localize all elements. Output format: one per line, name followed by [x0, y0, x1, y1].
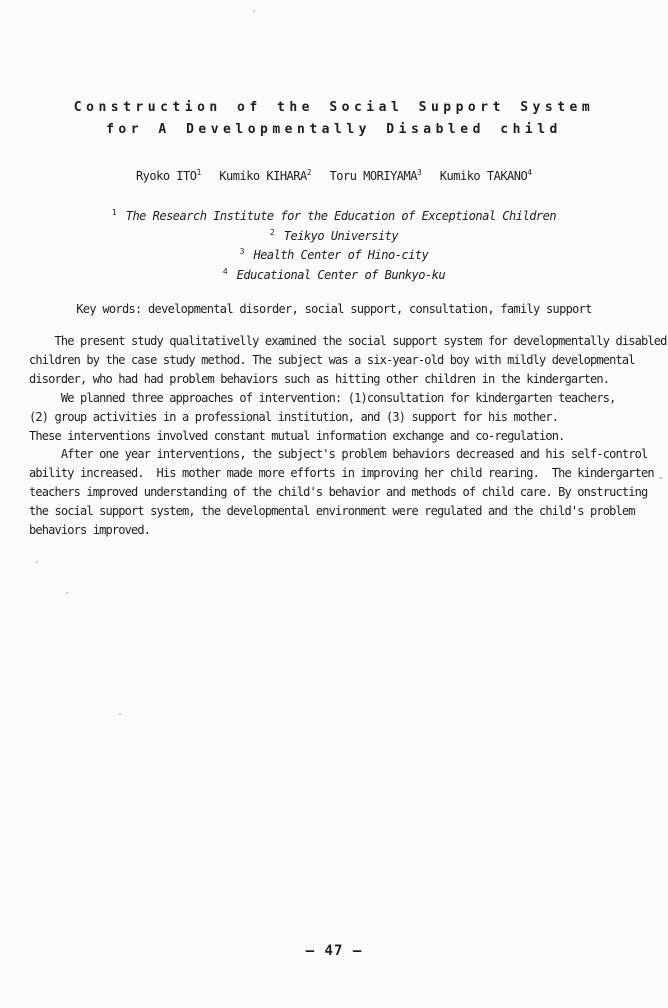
affiliation [0, 207, 668, 227]
abstract-line: the social support system, the developmental environment were regulated and the child's problem [29, 504, 635, 519]
abstract-line: children by the case study method. The subject was a six-year-old boy with mildly developmental [29, 352, 635, 367]
affiliation-text: Health Center of Hino-city [253, 248, 429, 262]
affiliation [0, 227, 668, 247]
scan-speck [36, 561, 38, 563]
abstract-line: After one year interventions, the subject's problem behaviors decreased and his self-control [29, 447, 648, 462]
abstract-line: ability increased. His mother made more efforts in improving her child rearing. The kindergarten [29, 466, 654, 481]
author-list [0, 169, 668, 183]
abstract-line: disorder, who had had problem behaviors such as hitting other children in the kindergarten. [29, 371, 610, 386]
affiliation-text: The Research Institute for the Education of Exceptional Children [125, 209, 557, 223]
affiliation-list [0, 207, 668, 285]
paper-title-line-2: for A Developmentally Disabled child [106, 122, 562, 137]
affiliation [0, 266, 668, 286]
affiliation-superscript: 3 [239, 247, 245, 256]
author [219, 169, 311, 183]
author [330, 169, 422, 183]
author-affiliation-superscript: 3 [416, 168, 422, 177]
affiliation [0, 246, 668, 266]
scan-speck [659, 477, 662, 479]
abstract [29, 332, 667, 540]
author [136, 169, 201, 183]
affiliation-text: Educational Center of Bunkyo-ku [236, 267, 446, 282]
abstract-line: (2) group activities in a professional institution, and (3) support for his mother. [29, 409, 559, 424]
scan-speck [66, 592, 68, 594]
scan-speck [119, 713, 121, 715]
author-name: Toru MORIYAMA [329, 169, 417, 183]
author [440, 169, 532, 183]
abstract-line: The present study qualitativelly examined the social support system for developmentally disabled [29, 334, 667, 348]
keywords: Key words: developmental disorder, social support, consultation, family support [76, 302, 592, 316]
paper-title-line-1: Construction of the Social Support System [73, 100, 595, 115]
affiliation-superscript: 2 [269, 227, 275, 237]
author-affiliation-superscript: 1 [196, 168, 202, 177]
abstract-line: We planned three approaches of intervention: (1)consultation for kindergarten teachers, [29, 390, 616, 405]
author-affiliation-superscript: 4 [527, 168, 533, 177]
page-number: – 47 – [305, 943, 363, 959]
scan-speck [253, 10, 255, 12]
affiliation-text: Teikyo University [283, 228, 399, 243]
affiliation-superscript: 1 [111, 208, 117, 217]
abstract-line: behaviors improved. [29, 523, 151, 538]
affiliation-superscript: 4 [222, 266, 228, 276]
abstract-line: teachers improved understanding of the child's behavior and methods of child care. By onstructing [29, 485, 648, 500]
paper-title [0, 97, 668, 141]
author-name: Ryoko ITO [135, 169, 197, 183]
abstract-line: These interventions involved constant mutual information exchange and co-regulation. [29, 428, 565, 443]
author-affiliation-superscript: 2 [306, 168, 312, 177]
author-name: Kumiko KIHARA [219, 169, 307, 183]
author-name: Kumiko TAKANO [439, 169, 528, 183]
